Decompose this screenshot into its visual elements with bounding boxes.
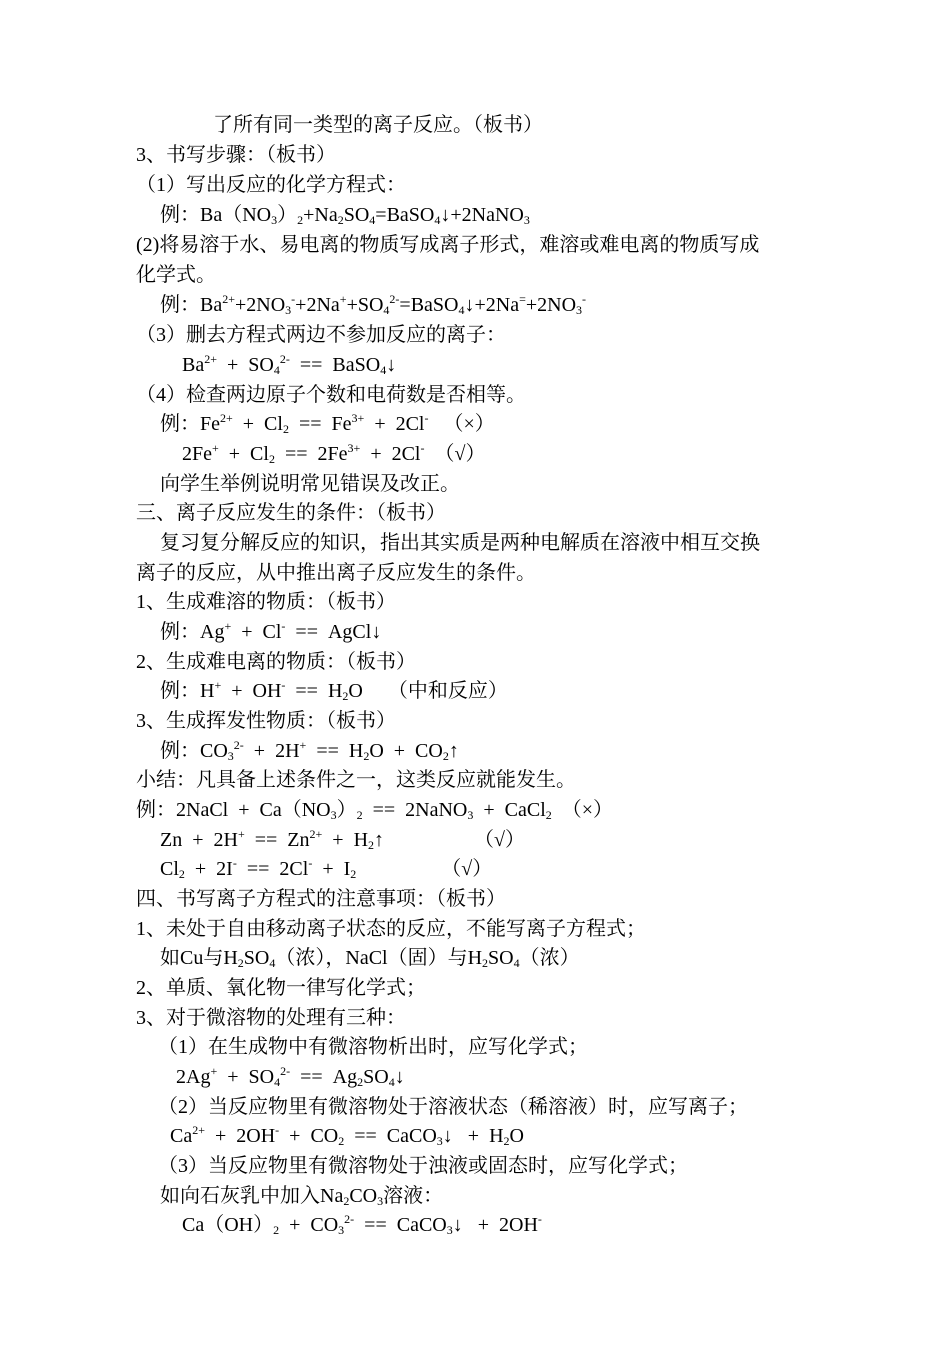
text-line: 1、未处于自由移动离子状态的反应，不能写离子方程式； bbox=[136, 918, 646, 940]
text-line: （1）在生成物中有微溶物析出时，应写化学式； bbox=[158, 1036, 588, 1058]
text-line: 例：2NaCl + $Ca(NO_3)_2$ == 2NaNO$_3$ + CaCl$_2$ （×） bbox=[136, 799, 614, 822]
text-line: (2)将易溶于水、易电离的物质写成离子形式，难溶或难电离的物质写成 bbox=[136, 234, 760, 256]
text-line: $Ca^{2+} + 2OH^- + CO_2$ == CaCO$_3$↓ + $H_2O$ bbox=[170, 1123, 524, 1148]
text-line: 复习复分解反应的知识，指出其实质是两种电解质在溶液中相互交换 bbox=[160, 532, 760, 554]
text-line: 3、生成挥发性物质：（板书） bbox=[136, 710, 396, 732]
text-line: 四、书写离子方程式的注意事项：（板书） bbox=[136, 888, 506, 910]
text-line: 例：$Fe^{2+} + Cl_2 == Fe^{3+} + 2Cl^-$ （×） bbox=[160, 411, 495, 436]
text-line: 例：$Ba^{2+}+2NO_3^-+2Na^++SO_4^{2-}=BaSO_4↓+2Na^=+2NO_3^-$ bbox=[160, 292, 587, 317]
text-line: 了所有同一类型的离子反应。（板书） bbox=[213, 114, 543, 136]
text-line: （1）写出反应的化学方程式： bbox=[136, 174, 406, 196]
text-line: $2Fe^+ + Cl_2 == 2Fe^{3+} + 2Cl^-$ （√） bbox=[182, 441, 486, 466]
text-line: 例：Ag+ + Cl- == AgCl↓ bbox=[160, 619, 382, 643]
text-line: 2、单质、氧化物一律写化学式； bbox=[136, 977, 426, 999]
text-line: $Cl_2 + 2I^- == 2Cl^- + I_2$ （√） bbox=[160, 856, 493, 881]
text-line: $Zn + 2H^+ == Zn^{2+}$ + $H_2↑$ （√） bbox=[160, 827, 526, 852]
text-line: （3）删去方程式两边不参加反应的离子： bbox=[136, 324, 506, 346]
text-line: 化学式。 bbox=[136, 264, 216, 286]
text-line: 如向石灰乳中加入$Na_2CO_3$溶液： bbox=[160, 1185, 444, 1208]
text-line: 例：$H^+ + OH^- == H_2O$ （中和反应） bbox=[160, 678, 508, 703]
text-line: 离子的反应，从中推出离子反应发生的条件。 bbox=[136, 562, 536, 584]
text-line: 3、书写步骤：（板书） bbox=[136, 144, 336, 166]
text-line: 例：$CO_3^{2-} + 2H^+ == H_2O$ + $CO_2↑$ bbox=[160, 738, 459, 763]
text-line: 如Cu与$H_2SO_4$（浓），NaCl（固）与$H_2SO_4$（浓） bbox=[160, 947, 580, 970]
text-line: 3、对于微溶物的处理有三种： bbox=[136, 1007, 406, 1029]
text-line: $Ca(OH)_2 + CO_3^{2-}$ == CaCO$_3$↓ + 2OH- bbox=[182, 1212, 542, 1237]
text-line: 2、生成难电离的物质：（板书） bbox=[136, 651, 416, 673]
text-line: （4）检查两边原子个数和电荷数是否相等。 bbox=[136, 384, 526, 406]
text-line: 1、生成难溶的物质：（板书） bbox=[136, 591, 396, 613]
text-line: 小结：凡具备上述条件之一，这类反应就能发生。 bbox=[136, 769, 576, 791]
text-line: 向学生举例说明常见错误及改正。 bbox=[160, 473, 460, 495]
text-line: 例：$Ba(NO_3)_2+Na_2SO_4=BaSO_4↓+2NaNO_3$ bbox=[160, 204, 530, 227]
text-line: 三、离子反应发生的条件：（板书） bbox=[136, 502, 446, 524]
text-line: $Ba^{2+} + SO_4^{2-}$ == BaSO$_4$↓ bbox=[182, 352, 397, 377]
text-line: （2）当反应物里有微溶物处于溶液状态（稀溶液）时，应写离子； bbox=[158, 1096, 748, 1118]
text-line: $2Ag^+ + SO_4^{2-}$ == $Ag_2SO_4↓$ bbox=[176, 1064, 405, 1089]
text-line: （3）当反应物里有微溶物处于浊液或固态时，应写化学式； bbox=[158, 1155, 688, 1177]
